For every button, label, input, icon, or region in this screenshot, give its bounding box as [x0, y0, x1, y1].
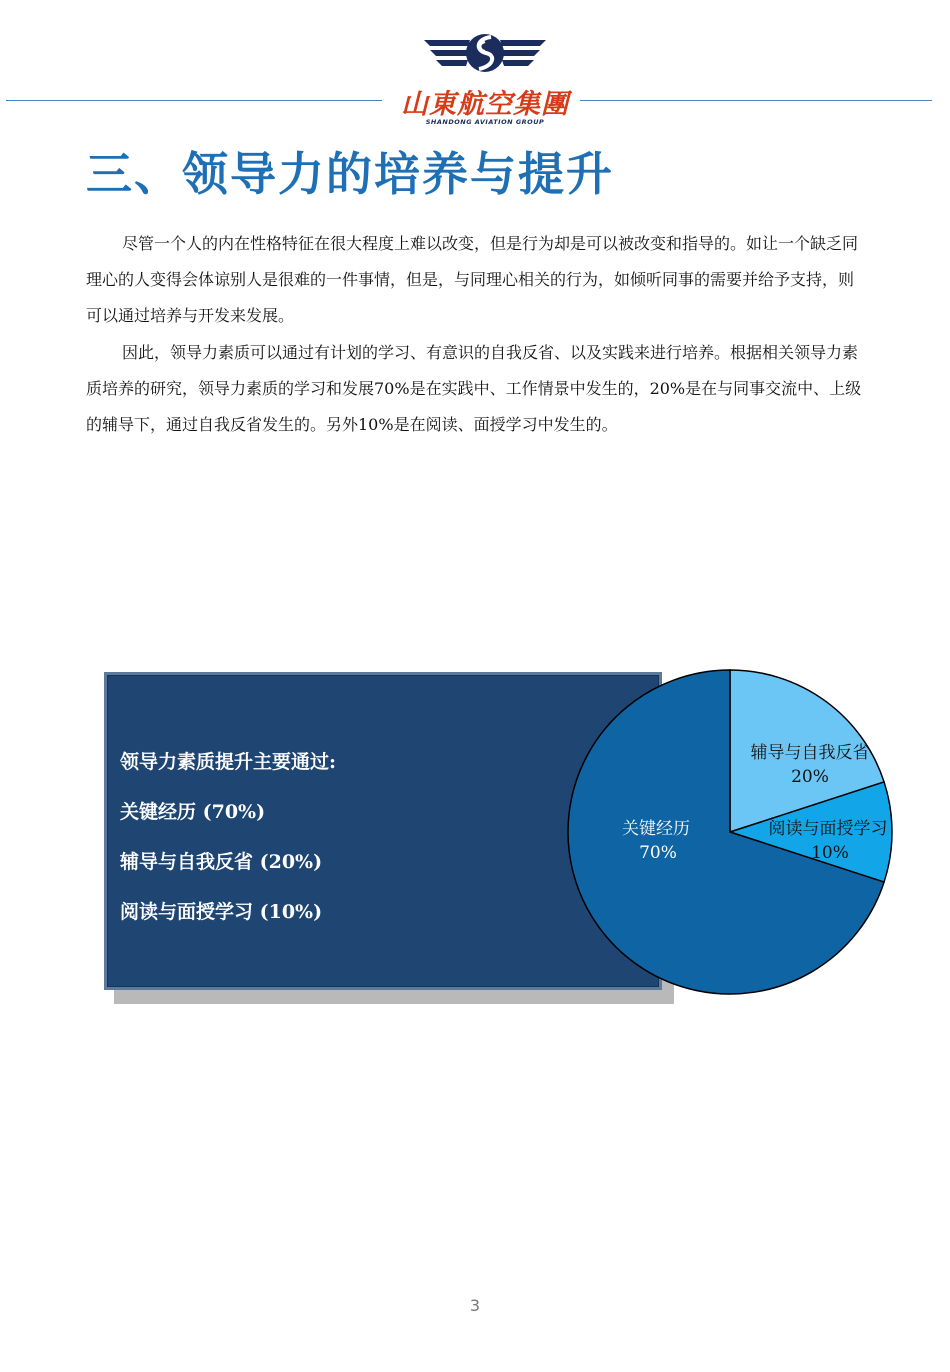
- pie-slice-label: 关键经历: [622, 819, 690, 839]
- panel-item-text: 阅读与面授学习 (10%): [120, 901, 323, 923]
- pie-slice-value: 70%: [639, 843, 677, 863]
- logo-subtitle: SHANDONG AVIATION GROUP: [425, 118, 545, 126]
- panel-item-text: 辅导与自我反省 (20%): [120, 851, 323, 873]
- company-logo: [396, 28, 574, 128]
- pie-slice-value: 10%: [811, 843, 849, 863]
- wing-emblem-icon: [396, 28, 574, 90]
- pie-slice-label: 阅读与面授学习: [768, 819, 888, 839]
- pie-chart: [560, 660, 905, 1005]
- panel-item-text: 关键经历 (70%): [120, 801, 266, 823]
- page-header: [0, 0, 950, 130]
- body-paragraph-1: 尽管一个人的内在性格特征在很大程度上难以改变，但是行为却是可以被改变和指导的。如让一个缺乏同理心的人变得会体谅别人是很难的一件事情，但是，与同理心相关的行为，如倾听同事的需要并给予支持，则可以通过培养与开发来发展。: [86, 234, 859, 325]
- page-number: 3: [469, 1296, 481, 1315]
- pie-slice-value: 20%: [791, 767, 829, 787]
- logo-name: 山東航空集團: [401, 89, 569, 120]
- section-title: 三、领导力的培养与提升: [86, 147, 614, 201]
- panel-item-3: [120, 900, 322, 924]
- header-rule-left: [6, 100, 382, 101]
- pie-slice-label: 辅导与自我反省: [750, 743, 870, 763]
- panel-heading-text: 领导力素质提升主要通过:: [120, 751, 337, 773]
- body-paragraph-2: 因此，领导力素质可以通过有计划的学习、有意识的自我反省、以及实践来进行培养。根据相关领导力素质培养的研究，领导力素质的学习和发展70%是在实践中、工作情景中发生的，20%是在与同事交流中、上级的辅导下，通过自我反省发生的。另外10%是在阅读、面授学习中发生的。: [86, 343, 862, 434]
- header-rule-right: [580, 100, 932, 101]
- panel-heading: [120, 750, 336, 774]
- panel-item-1: [120, 800, 265, 824]
- panel-item-2: [120, 850, 322, 874]
